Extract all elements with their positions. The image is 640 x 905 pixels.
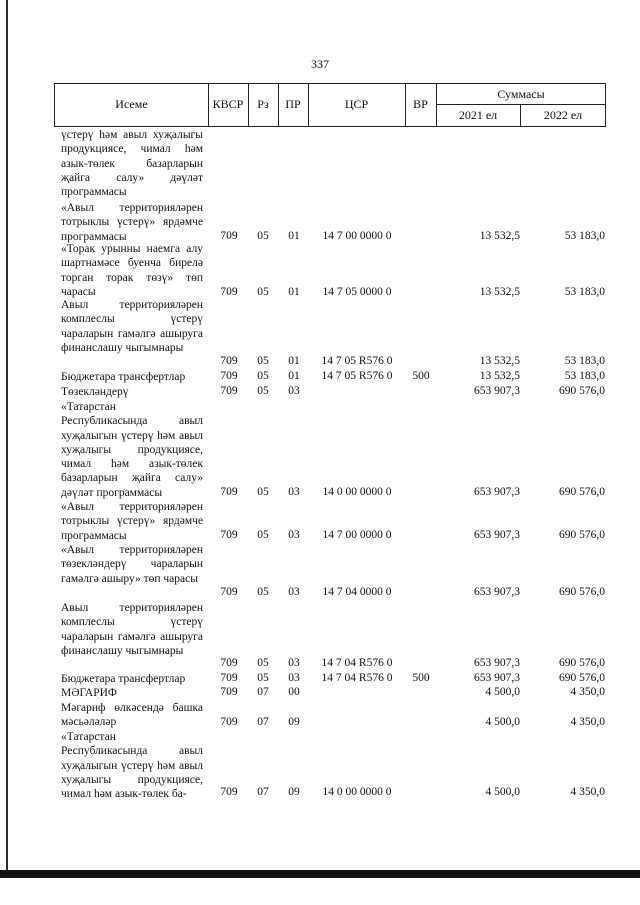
header-vr: ВР (413, 97, 428, 111)
cell-rz: 05 (257, 385, 269, 397)
cell-amount-2021: 4 500,0 (485, 786, 520, 798)
cell-amount-2021: 653 907,3 (474, 529, 520, 541)
row-name: Төзекләндерү (61, 386, 129, 398)
cell-pr: 00 (288, 686, 300, 698)
cell-kvsr: 709 (220, 786, 238, 798)
cell-rz: 07 (257, 786, 269, 798)
cell-pr: 03 (288, 672, 300, 684)
cell-vr: 500 (412, 370, 430, 382)
table-header-top-border (54, 83, 606, 84)
cell-pr: 09 (288, 786, 300, 798)
cell-pr: 03 (288, 385, 300, 397)
cell-kvsr: 709 (220, 657, 238, 669)
scan-bottom-edge (0, 870, 640, 878)
cell-amount-2022: 690 576,0 (559, 385, 605, 397)
cell-amount-2021: 653 907,3 (474, 385, 520, 397)
header-csr: ЦСР (344, 97, 369, 111)
table-header-bottom-border (54, 126, 606, 127)
cell-csr: 14 0 00 0000 0 (322, 786, 392, 798)
cell-pr: 09 (288, 716, 300, 728)
cell-csr: 14 7 04 0000 0 (322, 586, 392, 598)
header-year-2021: 2021 ел (458, 108, 498, 122)
cell-amount-2021: 13 532,5 (479, 355, 520, 367)
cell-pr: 03 (288, 586, 300, 598)
row-name: «Авыл территорияләрен тотрыклы үстерү» ярдәмче программасы (61, 202, 203, 243)
cell-vr: 500 (412, 672, 430, 684)
cell-amount-2022: 4 350,0 (570, 716, 605, 728)
cell-kvsr: 709 (220, 672, 238, 684)
cell-amount-2022: 690 576,0 (559, 529, 605, 541)
cell-csr: 14 7 05 R576 0 (321, 355, 393, 367)
row-name: үстерү һәм авыл хуҗалыгы продукциясе, чимал һәм азык-төлек базарларын җайга салу» дәүләт программасы (61, 129, 203, 199)
cell-pr: 01 (288, 355, 300, 367)
scan-left-edge (6, 0, 8, 872)
cell-kvsr: 709 (220, 686, 238, 698)
cell-rz: 05 (257, 355, 269, 367)
cell-kvsr: 709 (220, 286, 238, 298)
cell-amount-2022: 690 576,0 (559, 657, 605, 669)
cell-pr: 01 (288, 230, 300, 242)
row-name: Авыл территорияләрен комплеслы үстерү чараларын гамәлгә ашыруга финанслашу чыгымнары (61, 299, 203, 354)
cell-csr: 14 7 05 R576 0 (321, 370, 393, 382)
cell-amount-2021: 653 907,3 (474, 657, 520, 669)
cell-rz: 05 (257, 672, 269, 684)
cell-kvsr: 709 (220, 586, 238, 598)
row-name: Бюджетара трансфертлар (61, 371, 186, 383)
cell-rz: 05 (257, 370, 269, 382)
header-year-2022: 2022 ел (543, 108, 583, 122)
row-name: «Татарстан Республикасында авыл хуҗалыгын үстерү һәм авыл хуҗалыгы продукциясе, чимал һәм азык-төлек базарларын җайга салу» дәүләт программасы (61, 401, 203, 499)
row-name: МӘГАРИФ (61, 687, 118, 699)
cell-amount-2021: 13 532,5 (479, 230, 520, 242)
cell-rz: 05 (257, 586, 269, 598)
header-sums: Суммасы (497, 87, 545, 101)
cell-rz: 05 (257, 529, 269, 541)
cell-csr: 14 7 00 0000 0 (322, 230, 392, 242)
row-name: «Торак урынны наемга алу шартнамәсе буенча бирелә торган торак төзү» төп чарасы (61, 243, 203, 298)
cell-amount-2021: 4 500,0 (485, 716, 520, 728)
cell-amount-2021: 13 532,5 (479, 370, 520, 382)
header-pr: ПР (285, 97, 301, 111)
cell-amount-2022: 690 576,0 (559, 486, 605, 498)
cell-kvsr: 709 (220, 230, 238, 242)
row-name: «Авыл территорияләрен төзекләндерү чараларын гамәлгә ашыру» төп чарасы (61, 544, 203, 585)
cell-kvsr: 709 (220, 370, 238, 382)
cell-amount-2022: 53 183,0 (564, 286, 605, 298)
header-kvsr: КВСР (212, 97, 244, 111)
cell-amount-2022: 4 350,0 (570, 786, 605, 798)
cell-pr: 01 (288, 286, 300, 298)
cell-rz: 05 (257, 230, 269, 242)
cell-kvsr: 709 (220, 355, 238, 367)
cell-amount-2021: 653 907,3 (474, 486, 520, 498)
cell-rz: 05 (257, 486, 269, 498)
row-name: «Татарстан Республикасында авыл хуҗалыгын үстерү һәм авыл хуҗалыгы продукциясе, чимал һәм азык-төлек ба- (61, 731, 203, 801)
cell-amount-2022: 690 576,0 (559, 672, 605, 684)
cell-pr: 03 (288, 486, 300, 498)
cell-amount-2021: 4 500,0 (485, 686, 520, 698)
page-number: 337 (311, 57, 329, 71)
cell-amount-2022: 53 183,0 (564, 370, 605, 382)
cell-rz: 07 (257, 716, 269, 728)
cell-csr: 14 7 00 0000 0 (322, 529, 392, 541)
row-name: Бюджетара трансфертлар (61, 673, 186, 685)
sums-header-divider (436, 104, 606, 105)
cell-kvsr: 709 (220, 385, 238, 397)
cell-amount-2021: 653 907,3 (474, 586, 520, 598)
cell-amount-2021: 653 907,3 (474, 672, 520, 684)
row-name: Мәгариф өлкәсендә башка мәсьәләләр (61, 702, 203, 729)
cell-csr: 14 7 04 R576 0 (321, 657, 393, 669)
cell-csr: 14 7 04 R576 0 (321, 672, 393, 684)
cell-amount-2022: 4 350,0 (570, 686, 605, 698)
cell-amount-2022: 53 183,0 (564, 355, 605, 367)
cell-pr: 01 (288, 370, 300, 382)
row-name: Авыл территорияләрен комплеслы үстерү чараларын гамәлгә ашыруга финанслашу чыгымнары (61, 602, 203, 657)
cell-rz: 05 (257, 657, 269, 669)
cell-kvsr: 709 (220, 529, 238, 541)
cell-csr: 14 7 05 0000 0 (322, 286, 392, 298)
cell-kvsr: 709 (220, 716, 238, 728)
cell-csr: 14 0 00 0000 0 (322, 486, 392, 498)
cell-amount-2021: 13 532,5 (479, 286, 520, 298)
row-name: «Авыл территорияләрен тотрыклы үстерү» ярдәмче программасы (61, 501, 203, 542)
cell-amount-2022: 690 576,0 (559, 586, 605, 598)
header-rz: Рз (257, 97, 269, 111)
cell-kvsr: 709 (220, 486, 238, 498)
cell-amount-2022: 53 183,0 (564, 230, 605, 242)
cell-pr: 03 (288, 657, 300, 669)
cell-rz: 07 (257, 686, 269, 698)
cell-rz: 05 (257, 286, 269, 298)
header-name: Исеме (115, 97, 148, 111)
cell-pr: 03 (288, 529, 300, 541)
